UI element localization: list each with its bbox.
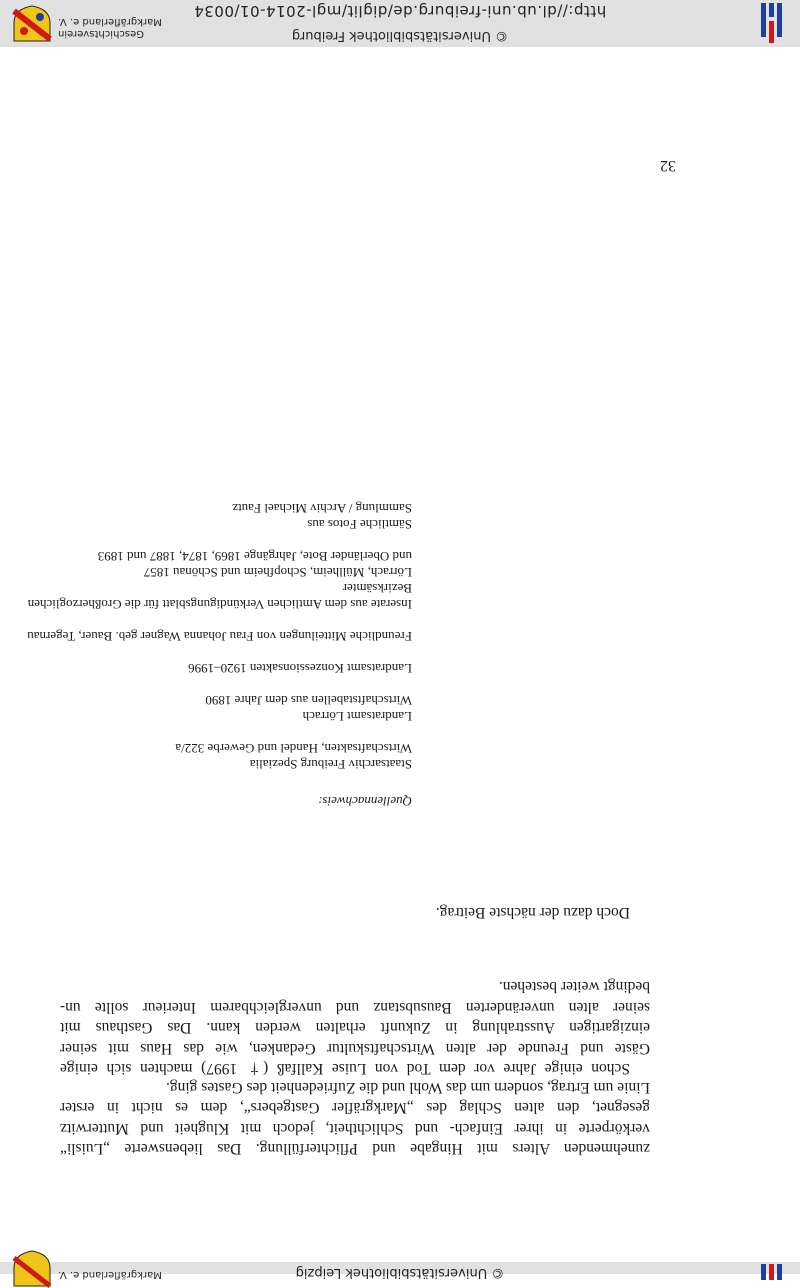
text-line: verkörperte in ihrer Einfach- und Schlichtheit, jedoch mit Klugheit und Mutterwitz (60, 1119, 650, 1137)
source-entry: Wirtschaftstabellen aus dem Jahre 1890 (205, 693, 412, 708)
paragraph-2 (60, 976, 650, 1078)
source-entry (0, 724, 412, 740)
source-entry: Sammlung / Archiv Michael Fautz (232, 501, 412, 516)
source-entry: Staatsarchiv Freiburg Spezialia (249, 757, 412, 772)
text-line: einzigartigen Ausstrahlung in Zukunft erhalten werden kann. Das Gasthaus mit (60, 1019, 650, 1037)
page-number: 32 (660, 157, 676, 174)
source-entry (0, 532, 412, 548)
association-shield-icon (12, 5, 52, 43)
text-line: seiner alten unveränderten Bausubstanz und unvergleichbarem Interieur sollte un- (60, 998, 650, 1016)
sources-list (0, 500, 412, 772)
source-entry (0, 612, 412, 628)
copyright-notice: © Universitätsbibliothek Freiburg (291, 28, 509, 43)
permalink-url[interactable]: http://dl.ub.uni-freiburg.de/diglit/mgl-2014-01/0034 (193, 2, 607, 20)
text-line: gesegnet, den alten Schlag des „Markgräfler Gastgebers“, dem es nicht in erster (60, 1099, 650, 1117)
top-strip (0, 1262, 800, 1280)
source-entry: Lörrach, Müllheim, Schopfheim und Schönau 1857 (143, 565, 412, 580)
text-line: Schon einige Jahre vor dem Tod von Luise Kallfaß († 1997) machten sich einige (60, 1060, 630, 1077)
sources-heading: Quellennachweis: (318, 794, 412, 809)
text-line: Gäste und Freunde der alten Wirtschaftskultur Gedanken, wie das Haus mit seiner (60, 1039, 650, 1057)
text-line: Doch dazu der nächste Beitrag. (435, 904, 630, 921)
association-line-2: Markgräflerland e. V. (58, 16, 162, 27)
paragraph-1 (60, 1076, 650, 1158)
paragraph-3 (60, 902, 650, 922)
association-line-1: Geschichtsverein (58, 28, 144, 39)
text-line: bedingt weiter bestehen. (498, 978, 650, 996)
source-entry: Wirtschaftsakten, Handel und Gewerbe 322/a (175, 741, 412, 756)
source-entry: Landratsamt Konzessionsakten 1920–1996 (188, 661, 412, 676)
source-entry (0, 676, 412, 692)
association-name (58, 15, 162, 39)
source-entry: Freundliche Mitteilungen von Frau Johanna Wagner geb. Bauer, Tegernau (27, 629, 412, 644)
association-shield-icon (12, 1250, 52, 1288)
text-line: Linie um Ertrag, sondern um das Wohl und die Zufriedenheit des Gastes ging. (165, 1078, 650, 1096)
text-line: zunehmenden Alters mit Hingabe und Pflichterfüllung. Das liebenswerte „Luisli“ (60, 1140, 650, 1157)
top-copyright: © Universitätsbibliothek Leipzig (295, 1265, 505, 1280)
library-logo-icon (760, 1264, 782, 1280)
source-entry: Inserate aus dem Amtlichen Verkündigungsblatt für die Großherzoglichen Bezirksämter (27, 581, 412, 612)
digital-library-footer (0, 0, 800, 47)
source-entry: Landratsamt Lörrach (302, 709, 412, 724)
top-association-text: Markgräflerland e. V. (58, 1269, 162, 1280)
source-entry: Sämtliche Fotos aus (307, 517, 412, 532)
source-entry (0, 644, 412, 660)
source-entry: und Oberländer Bote, Jahrgänge 1869, 1874, 1887 und 1893 (97, 549, 412, 564)
university-library-logo-icon (760, 3, 782, 43)
